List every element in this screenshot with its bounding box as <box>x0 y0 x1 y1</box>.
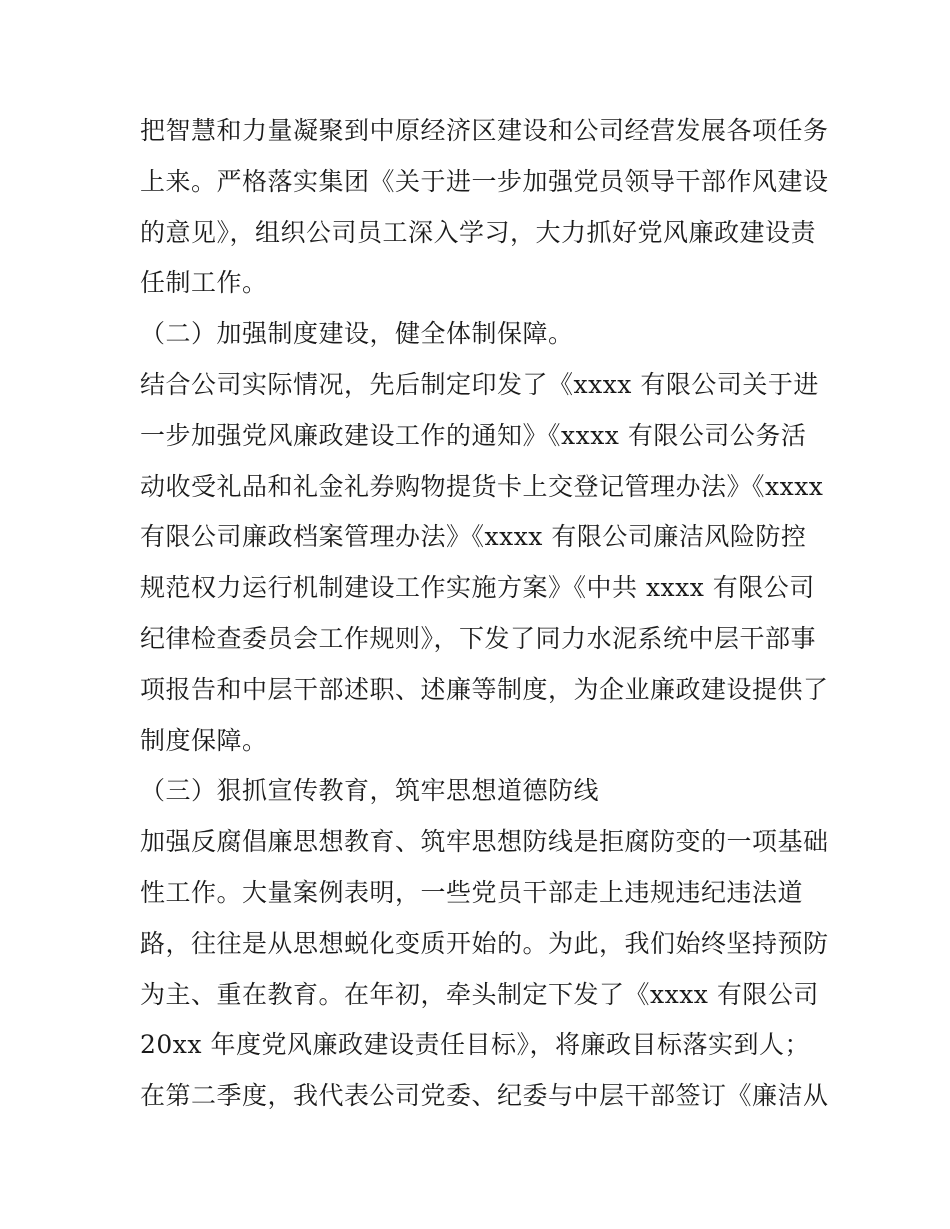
text-line: 性工作。大量案例表明，一些党员干部走上违规违纪违法道 <box>140 877 804 907</box>
body-text <box>140 106 830 1122</box>
text-line: 为主、重在教育。在年初，牵头制定下发了《xxxx 有限公司 <box>140 979 819 1009</box>
section-heading-2: （二）加强制度建设，健全体制保障。 <box>140 319 574 349</box>
text-line: 动收受礼品和礼金礼券购物提货卡上交登记管理办法》《xxxx <box>140 471 824 501</box>
text-line: 的意见》，组织公司员工深入学习，大力抓好党风廉政建设责 <box>140 217 817 247</box>
text-line: 制度保障。 <box>140 725 268 755</box>
text-line: 加强反腐倡廉思想教育、筑牢思想防线是拒腐防变的一项基础 <box>140 827 829 857</box>
text-line: 一步加强党风廉政建设工作的通知》《xxxx 有限公司公务活 <box>140 420 807 450</box>
text-line: 在第二季度，我代表公司党委、纪委与中层干部签订《廉洁从 <box>140 1081 829 1111</box>
text-line: 任制工作。 <box>140 268 268 298</box>
section-heading-3: （三）狠抓宣传教育，筑牢思想道德防线 <box>140 776 600 806</box>
text-line: 规范权力运行机制建设工作实施方案》《中共 xxxx 有限公司 <box>140 573 815 603</box>
text-line: 项报告和中层干部述职、述廉等制度，为企业廉政建设提供了 <box>140 674 829 704</box>
text-line: 路，往往是从思想蜕化变质开始的。为此，我们始终坚持预防 <box>140 928 829 958</box>
text-line: 把智慧和力量凝聚到中原经济区建设和公司经营发展各项任务 <box>140 116 829 145</box>
text-line: 结合公司实际情况，先后制定印发了《xxxx 有限公司关于进 <box>140 369 819 399</box>
text-line: 20xx 年度党风廉政建设责任目标》，将廉政目标落实到人； <box>140 1030 810 1060</box>
text-line: 纪律检查委员会工作规则》，下发了同力水泥系统中层干部事 <box>140 623 817 653</box>
text-line: 有限公司廉政档案管理办法》《xxxx 有限公司廉洁风险防控 <box>140 522 807 552</box>
text-line: 上来。严格落实集团《关于进一步加强党员领导干部作风建设 <box>140 166 829 196</box>
